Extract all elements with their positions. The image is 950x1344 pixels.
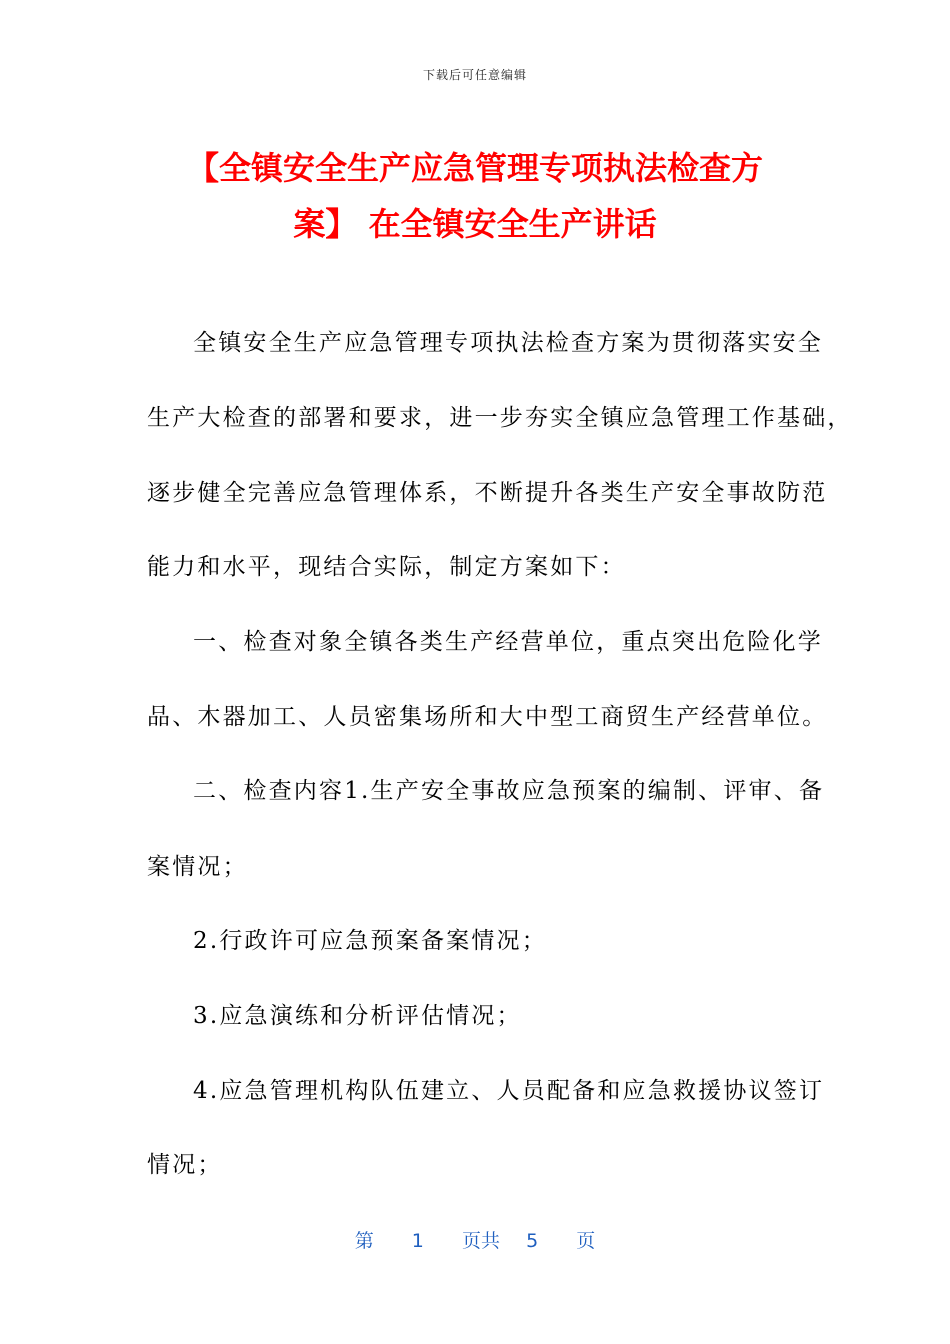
title-line-2: 案】 在全镇安全生产讲话 (293, 205, 657, 243)
body-line-7: 二、检查内容1.生产安全事故应急预案的编制、评审、备 (193, 778, 825, 804)
body-line-1: 全镇安全生产应急管理专项执法检查方案为贯彻落实安全 (193, 330, 823, 356)
body-line-10: 3.应急演练和分析评估情况； (193, 1003, 522, 1029)
body-line-11: 4.应急管理机构队伍建立、人员配备和应急救援协议签订 (193, 1078, 825, 1104)
body-line-12: 情况； (147, 1152, 223, 1178)
footer-page-middle: 页共 (461, 1230, 500, 1252)
title-line-1: 【全镇安全生产应急管理专项执法检查方 (186, 149, 763, 187)
footer-page-prefix: 第 (354, 1230, 374, 1252)
body-line-9: 2.行政许可应急预案备案情况； (193, 928, 547, 954)
body-line-2: 生产大检查的部署和要求，进一步夯实全镇应急管理工作基础， (147, 405, 853, 431)
page-footer (0, 1226, 950, 1253)
footer-page-suffix: 页 (576, 1230, 596, 1252)
document-title (150, 140, 800, 252)
body-line-4: 能力和水平，现结合实际，制定方案如下： (147, 554, 626, 580)
footer-page-total: 5 (526, 1230, 539, 1252)
body-line-8: 案情况； (147, 854, 248, 880)
footer-page-number: 1 (411, 1230, 424, 1252)
body-line-5: 一、检查对象全镇各类生产经营单位，重点突出危险化学 (193, 629, 823, 655)
header-note: 下载后可任意编辑 (422, 68, 527, 82)
body-line-6: 品、木器加工、人员密集场所和大中型工商贸生产经营单位。 (147, 704, 828, 730)
body-line-3: 逐步健全完善应急管理体系，不断提升各类生产安全事故防范 (147, 480, 828, 506)
